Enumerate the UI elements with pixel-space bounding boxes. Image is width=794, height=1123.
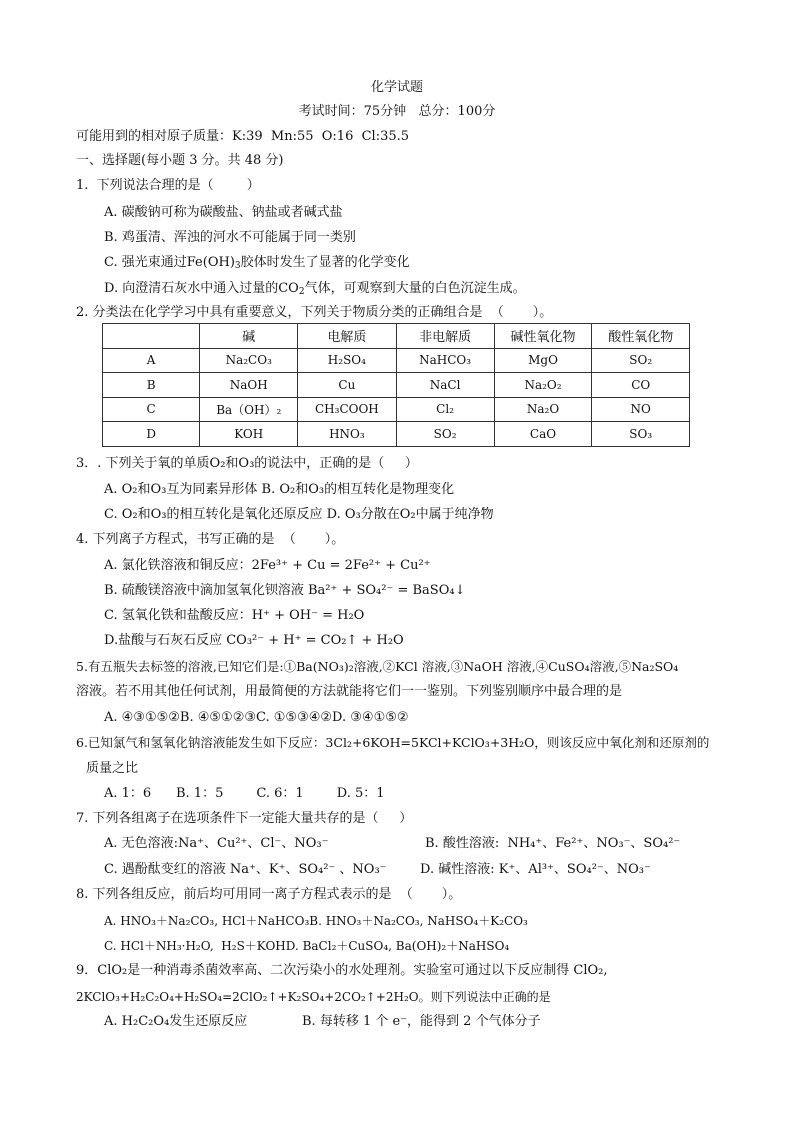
table-cell: CaO [494, 422, 592, 447]
table-cell: CO [592, 373, 690, 398]
table-cell: SO₃ [592, 422, 690, 447]
q3-options-cd: C. O₂和O₃的相互转化是氧化还原反应 D. O₃分散在O₂中属于纯净物 [104, 507, 494, 522]
table-header-row [103, 324, 690, 349]
q1-stem: 1. 下列说法合理的是（ ） [76, 178, 260, 193]
table-cell: NaHCO₃ [396, 348, 494, 373]
table-cell: SO₂ [396, 422, 494, 447]
q6-stem-line2: 质量之比 [86, 761, 139, 776]
table-cell: H₂SO₄ [298, 348, 396, 373]
section-heading: 一、选择题(每小题 3 分。共 48 分) [76, 153, 284, 168]
table-header-cell: 酸性氧化物 [592, 324, 690, 349]
page-title: 化学试题 [370, 80, 423, 95]
q4-option-d: D.盐酸与石灰石反应 CO₃²⁻ + H⁺ = CO₂↑ + H₂O [104, 633, 404, 648]
table-cell: D [103, 422, 200, 447]
table-cell: CH₃COOH [298, 397, 396, 422]
q1-option-c: C. 强光束通过$Fe(OH)_3$胶体时发生了显著的化学变化 [104, 255, 410, 271]
q7-stem: 7. 下列各组离子在选项条件下一定能大量共存的是（ ） [76, 811, 413, 826]
table-cell: Na₂CO₃ [200, 348, 298, 373]
table-header-cell [103, 324, 200, 349]
table-cell: MgO [494, 348, 592, 373]
q7-option-d: D. 碱性溶液: K⁺、Al³⁺、SO₄²⁻、NO₃⁻ [420, 862, 651, 877]
q5-stem-line1: 5.有五瓶失去标签的溶液,已知它们是:①Ba(NO₃)₂溶液,②KCl 溶液,③NaOH 溶液,④CuSO₄溶液,⑤Na₂SO₄ [76, 659, 679, 674]
q4-option-b: B. 硫酸镁溶液中滴加氢氧化钡溶液 Ba²⁺ + SO₄²⁻ = BaSO₄↓ [104, 583, 466, 598]
table-header-cell: 电解质 [298, 324, 396, 349]
q7-option-a: A. 无色溶液:Na⁺、Cu²⁺、Cl⁻、NO₃⁻ [104, 836, 329, 851]
q4-stem: 4. 下列离子方程式，书写正确的是 （ ）。 [76, 532, 345, 547]
q3-options-ab: A. O₂和O₃互为同素异形体 B. O₂和O₃的相互转化是物理变化 [104, 482, 455, 497]
table-row [103, 397, 690, 422]
q8-stem: 8. 下列各组反应，前后均可用同一离子方程式表示的是 （ ）。 [76, 887, 462, 902]
q8-options-cd: C. HCl＋NH₃·H₂O, H₂S＋KOHD. BaCl₂＋CuSO₄, Ba(OH)₂＋NaHSO₄ [104, 939, 510, 953]
q1-option-a: A. 碳酸钠可称为碳酸盐、钠盐或者碱式盐 [104, 205, 343, 220]
table-cell: Cl₂ [396, 397, 494, 422]
q6-stem-line1: 6.已知氯气和氢氧化钠溶液能发生如下反应：3Cl₂+6KOH=5KCl+KClO₃+3H₂O，则该反应中氧化剂和还原剂的 [76, 735, 710, 750]
table-row [103, 422, 690, 447]
table-cell: A [103, 348, 200, 373]
q5-stem-line2: 溶液。若不用其他任何试剂，用最简便的方法就能将它们一一鉴别。下列鉴别顺序中最合理的是 [76, 684, 623, 699]
exam-info: 考试时间：75分钟 总分：100分 [298, 104, 496, 119]
q1-option-b: B. 鸡蛋清、浑浊的河水不可能属于同一类别 [104, 230, 356, 245]
table-header-cell: 碱 [200, 324, 298, 349]
q9-stem-line1: 9．ClO₂是一种消毒杀菌效率高、二次污染小的水处理剂。实验室可通过以下反应制得 ClO₂, [76, 963, 608, 978]
q7-option-b: B. 酸性溶液: NH₄⁺、Fe²⁺、NO₃⁻、SO₄²⁻ [425, 836, 681, 851]
table-cell: NaCl [396, 373, 494, 398]
q7-option-c: C. 遇酚酞变红的溶液 Na⁺、K⁺、SO₄²⁻ 、NO₃⁻ [104, 862, 387, 877]
table-cell: NaOH [200, 373, 298, 398]
q8-options-ab: A. HNO₃＋Na₂CO₃, HCl＋NaHCO₃B. HNO₃＋Na₂CO₃, NaHSO₄＋K₂CO₃ [104, 914, 528, 928]
q9-option-a: A. H₂C₂O₄发生还原反应 [104, 1014, 248, 1029]
q6-options: A. 1：6 B. 1：5 C. 6：1 D. 5：1 [104, 786, 385, 801]
q1-option-d: D. 向澄清石灰水中通入过量的$CO_2$气体，可观察到大量的白色沉淀生成。 [104, 281, 526, 297]
q9-stem-line2: 2KClO₃+H₂C₂O₄+H₂SO₄=2ClO₂↑+K₂SO₄+2CO₂↑+2H₂O。则下列说法中正确的是 [76, 990, 551, 1004]
q5-options: A. ④③①⑤②B. ④⑤①②③C. ①⑤③④②D. ③④①⑤② [104, 710, 409, 725]
q4-option-c: C. 氢氧化铁和盐酸反应：H⁺ + OH⁻ = H₂O [104, 608, 365, 623]
table-cell: Ba（OH）₂ [200, 397, 298, 422]
atomic-masses: 可能用到的相对原子质量：K:39 Mn:55 O:16 Cl:35.5 [76, 129, 410, 144]
table-row [103, 348, 690, 373]
table-cell: SO₂ [592, 348, 690, 373]
table-cell: NO [592, 397, 690, 422]
table-header-cell: 非电解质 [396, 324, 494, 349]
table-cell: Na₂O₂ [494, 373, 592, 398]
table-cell: Cu [298, 373, 396, 398]
q3-stem: 3．. 下列关于氧的单质O₂和O₃的说法中，正确的是（ ） [76, 456, 418, 471]
table-cell: KOH [200, 422, 298, 447]
classification-table [102, 323, 690, 447]
table-row [103, 373, 690, 398]
table-cell: B [103, 373, 200, 398]
table-cell: HNO₃ [298, 422, 396, 447]
q2-stem: 2. 分类法在化学学习中具有重要意义，下列关于物质分类的正确组合是 （ ）。 [76, 305, 553, 320]
q4-option-a: A. 氯化铁溶液和铜反应：2Fe³⁺ + Cu = 2Fe²⁺ + Cu²⁺ [104, 558, 431, 573]
table-cell: C [103, 397, 200, 422]
table-cell: Na₂O [494, 397, 592, 422]
table-header-cell: 碱性氧化物 [494, 324, 592, 349]
q9-option-b: B. 每转移 1 个 e⁻，能得到 2 个气体分子 [302, 1014, 541, 1029]
